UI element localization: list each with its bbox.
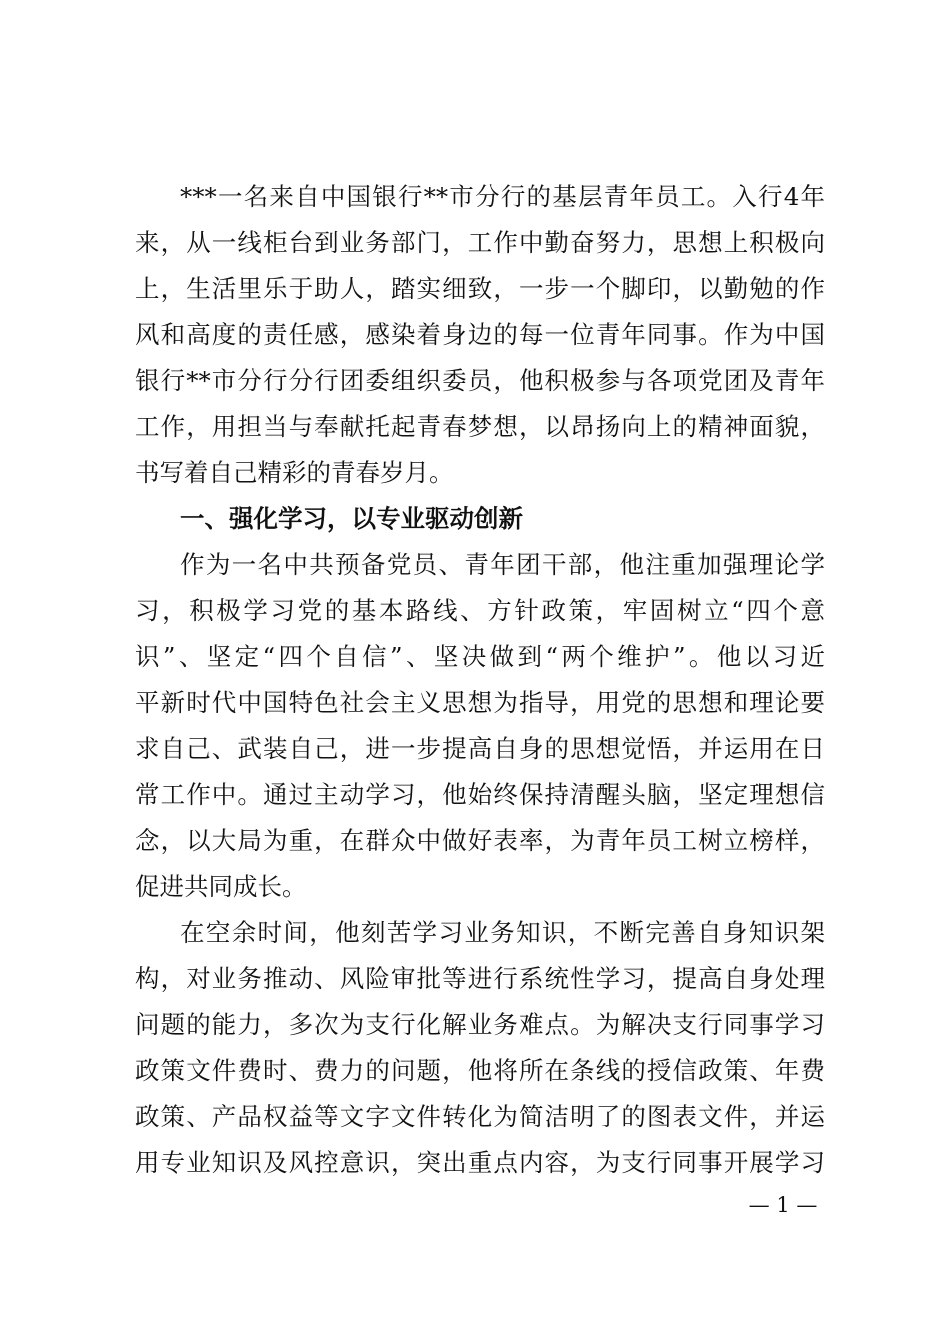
page-number: — 1 — — [748, 1193, 818, 1217]
paragraph-line: 上，生活里乐于助人，踏实细致，一步一个脚印，以勤勉的作 — [135, 274, 825, 303]
document-body — [135, 174, 825, 1186]
paragraph-line: 构，对业务推动、风险审批等进行系统性学习，提高自身处理 — [135, 964, 825, 993]
paragraph-line: 问题的能力，多次为支行化解业务难点。为解决支行同事学习 — [135, 1010, 825, 1039]
paragraph-line: 念，以大局为重，在群众中做好表率，为青年员工树立榜样， — [135, 826, 825, 855]
paragraph-line: 平新时代中国特色社会主义思想为指导，用党的思想和理论要 — [135, 688, 825, 717]
paragraph-line: 风和高度的责任感，感染着身边的每一位青年同事。作为中国 — [135, 320, 825, 349]
paragraph-line: 常工作中。通过主动学习，他始终保持清醒头脑，坚定理想信 — [135, 780, 825, 809]
paragraph-line: 作为一名中共预备党员、青年团干部，他注重加强理论学 — [180, 550, 825, 579]
section-heading: 一、强化学习，以专业驱动创新 — [180, 504, 523, 533]
paragraph-line: 书写着自己精彩的青春岁月。 — [135, 458, 454, 487]
paragraph-line: 政策文件费时、费力的问题，他将所在条线的授信政策、年费 — [135, 1056, 825, 1085]
paragraph-line: 识”、坚定“四个自信”、坚决做到“两个维护”。他以习近 — [135, 642, 825, 671]
paragraph-line: 用专业知识及风控意识，突出重点内容，为支行同事开展学习 — [135, 1148, 825, 1177]
paragraph-line: 银行**市分行分行团委组织委员，他积极参与各项党团及青年 — [135, 366, 825, 395]
paragraph-line: ***一名来自中国银行**市分行的基层青年员工。入行4年 — [180, 182, 825, 211]
paragraph-line: 习，积极学习党的基本路线、方针政策，牢固树立“四个意 — [135, 596, 825, 625]
paragraph-line: 在空余时间，他刻苦学习业务知识，不断完善自身知识架 — [180, 918, 825, 947]
paragraph-line: 政策、产品权益等文字文件转化为简洁明了的图表文件，并运 — [135, 1102, 825, 1131]
paragraph-line: 促进共同成长。 — [135, 872, 307, 901]
paragraph-study — [135, 542, 825, 910]
paragraph-intro — [135, 174, 825, 496]
paragraph-line: 工作，用担当与奉献托起青春梦想，以昂扬向上的精神面貌， — [135, 412, 825, 441]
paragraph-line: 来，从一线柜台到业务部门，工作中勤奋努力，思想上积极向 — [135, 228, 825, 257]
paragraph-business — [135, 910, 825, 1186]
paragraph-line: 求自己、武装自己，进一步提高自身的思想觉悟，并运用在日 — [135, 734, 825, 763]
